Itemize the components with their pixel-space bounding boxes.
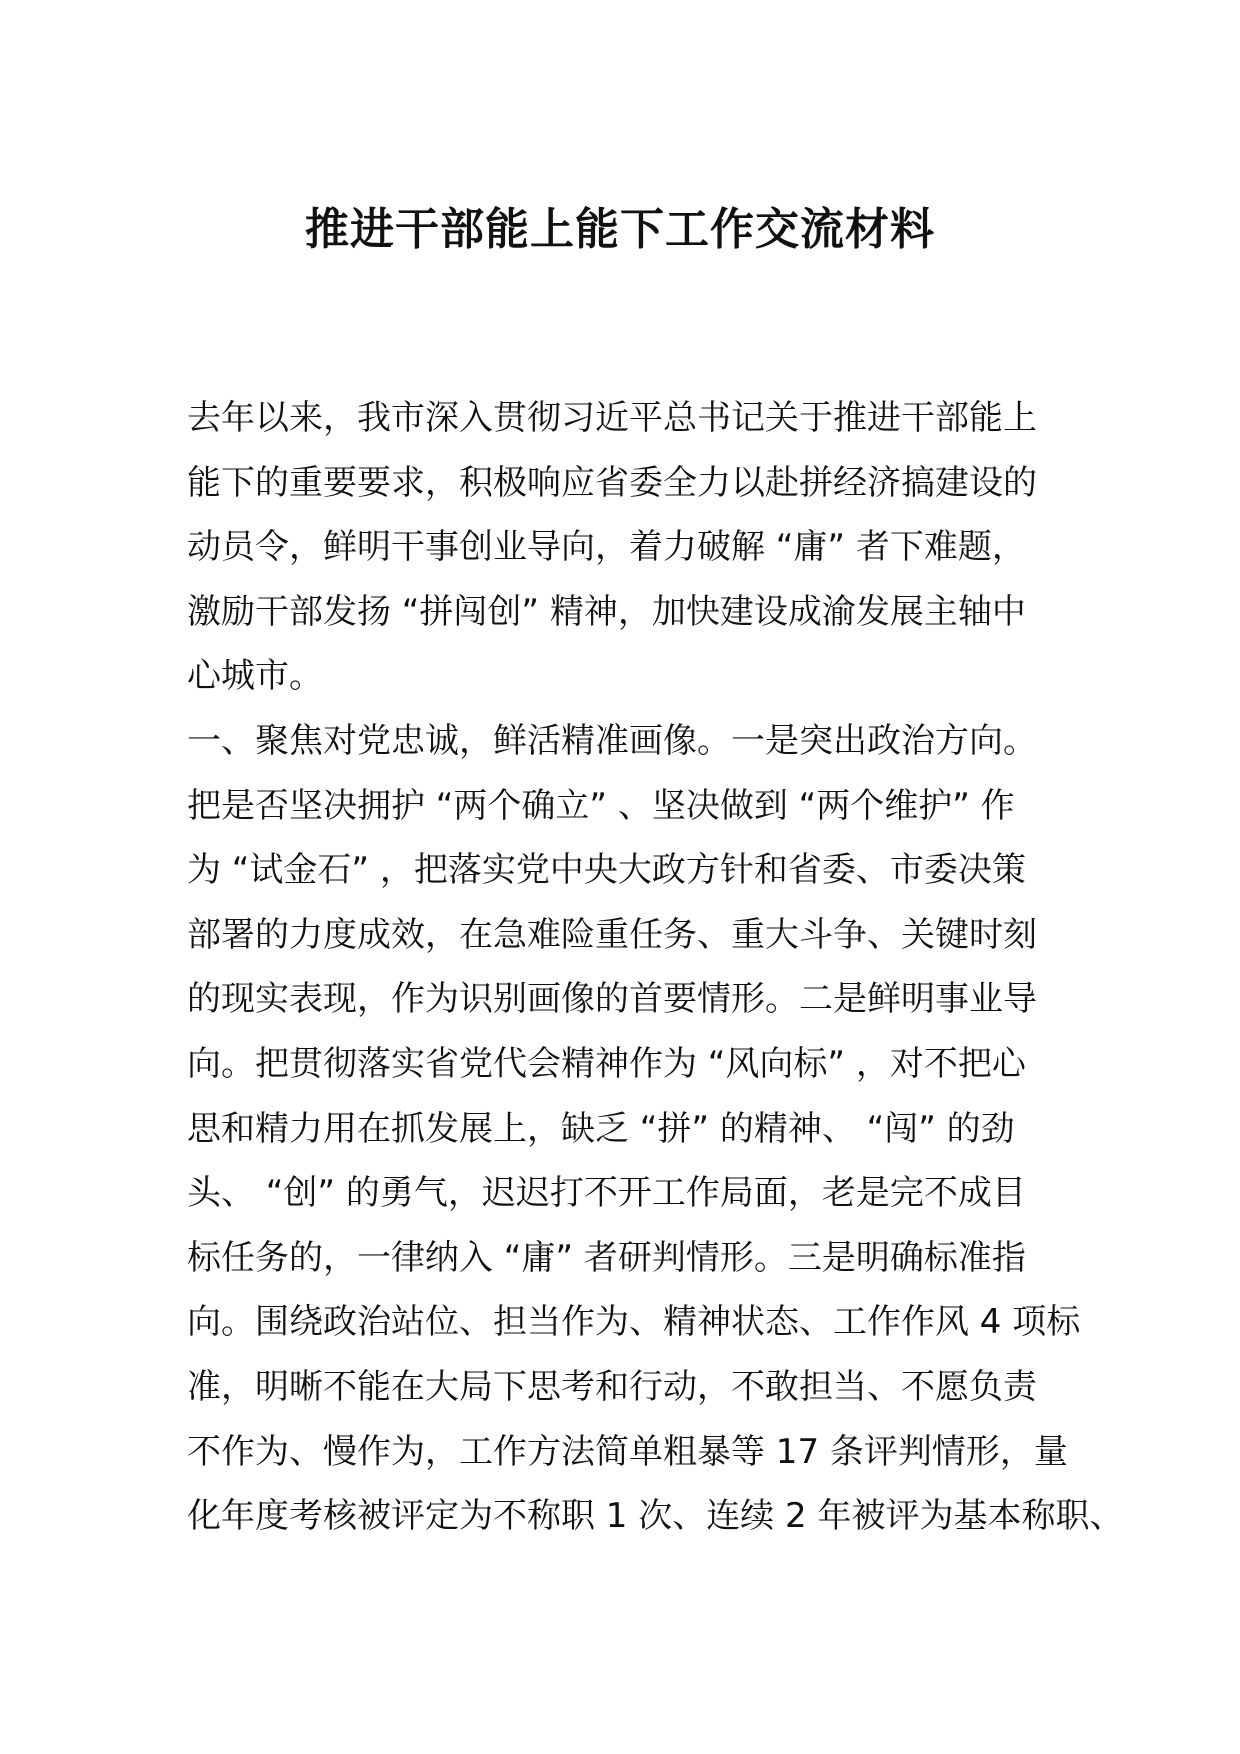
body-line: 准，明晰不能在大局下思考和行动，不敢担当、不愿负责 bbox=[187, 1366, 1037, 1407]
body-line: 部署的力度成效，在急难险重任务、重大斗争、关键时刻 bbox=[187, 914, 1037, 955]
body-line: 动员令，鲜明干事创业导向，着力破解 “庸” 者下难题， bbox=[187, 527, 1026, 568]
body-line: 思和精力用在抓发展上，缺乏 “拼” 的精神、 “闯” 的劲 bbox=[187, 1108, 1015, 1149]
body-line: 标任务的，一律纳入 “庸” 者研判情形。三是明确标准指 bbox=[187, 1237, 1026, 1278]
body-line: 为 “试金石” ，把落实党中央大政方针和省委、市委决策 bbox=[187, 850, 1026, 891]
body-line: 心城市。 bbox=[187, 656, 323, 697]
body-line: 激励干部发扬 “拼闯创” 精神，加快建设成渝发展主轴中 bbox=[187, 591, 1026, 632]
document-body bbox=[187, 386, 1124, 1549]
body-line: 把是否坚决拥护 “两个确立” 、坚决做到 “两个维护” 作 bbox=[187, 785, 1015, 826]
body-line: 向。围绕政治站位、担当作为、精神状态、工作作风 4 项标 bbox=[187, 1302, 1081, 1343]
body-line: 去年以来，我市深入贯彻习近平总书记关于推进干部能上 bbox=[187, 398, 1037, 438]
document-title: 推进干部能上能下工作交流材料 bbox=[305, 204, 935, 255]
body-line: 化年度考核被评定为不称职 1 次、连续 2 年被评为基本称职、 bbox=[187, 1496, 1124, 1537]
body-line: 的现实表现，作为识别画像的首要情形。二是鲜明事业导 bbox=[187, 979, 1037, 1020]
body-line: 能下的重要要求，积极响应省委全力以赴拼经济搞建设的 bbox=[187, 462, 1037, 503]
body-line: 不作为、慢作为，工作方法简单粗暴等 17 条评判情形，量 bbox=[187, 1431, 1068, 1472]
body-line: 向。把贯彻落实省党代会精神作为 “风向标” ，对不把心 bbox=[187, 1043, 1026, 1084]
body-line: 一、聚焦对党忠诚，鲜活精准画像。一是突出政治方向。 bbox=[187, 720, 1037, 761]
body-line: 头、 “创” 的勇气，迟迟打不开工作局面，老是完不成目 bbox=[187, 1173, 1026, 1214]
